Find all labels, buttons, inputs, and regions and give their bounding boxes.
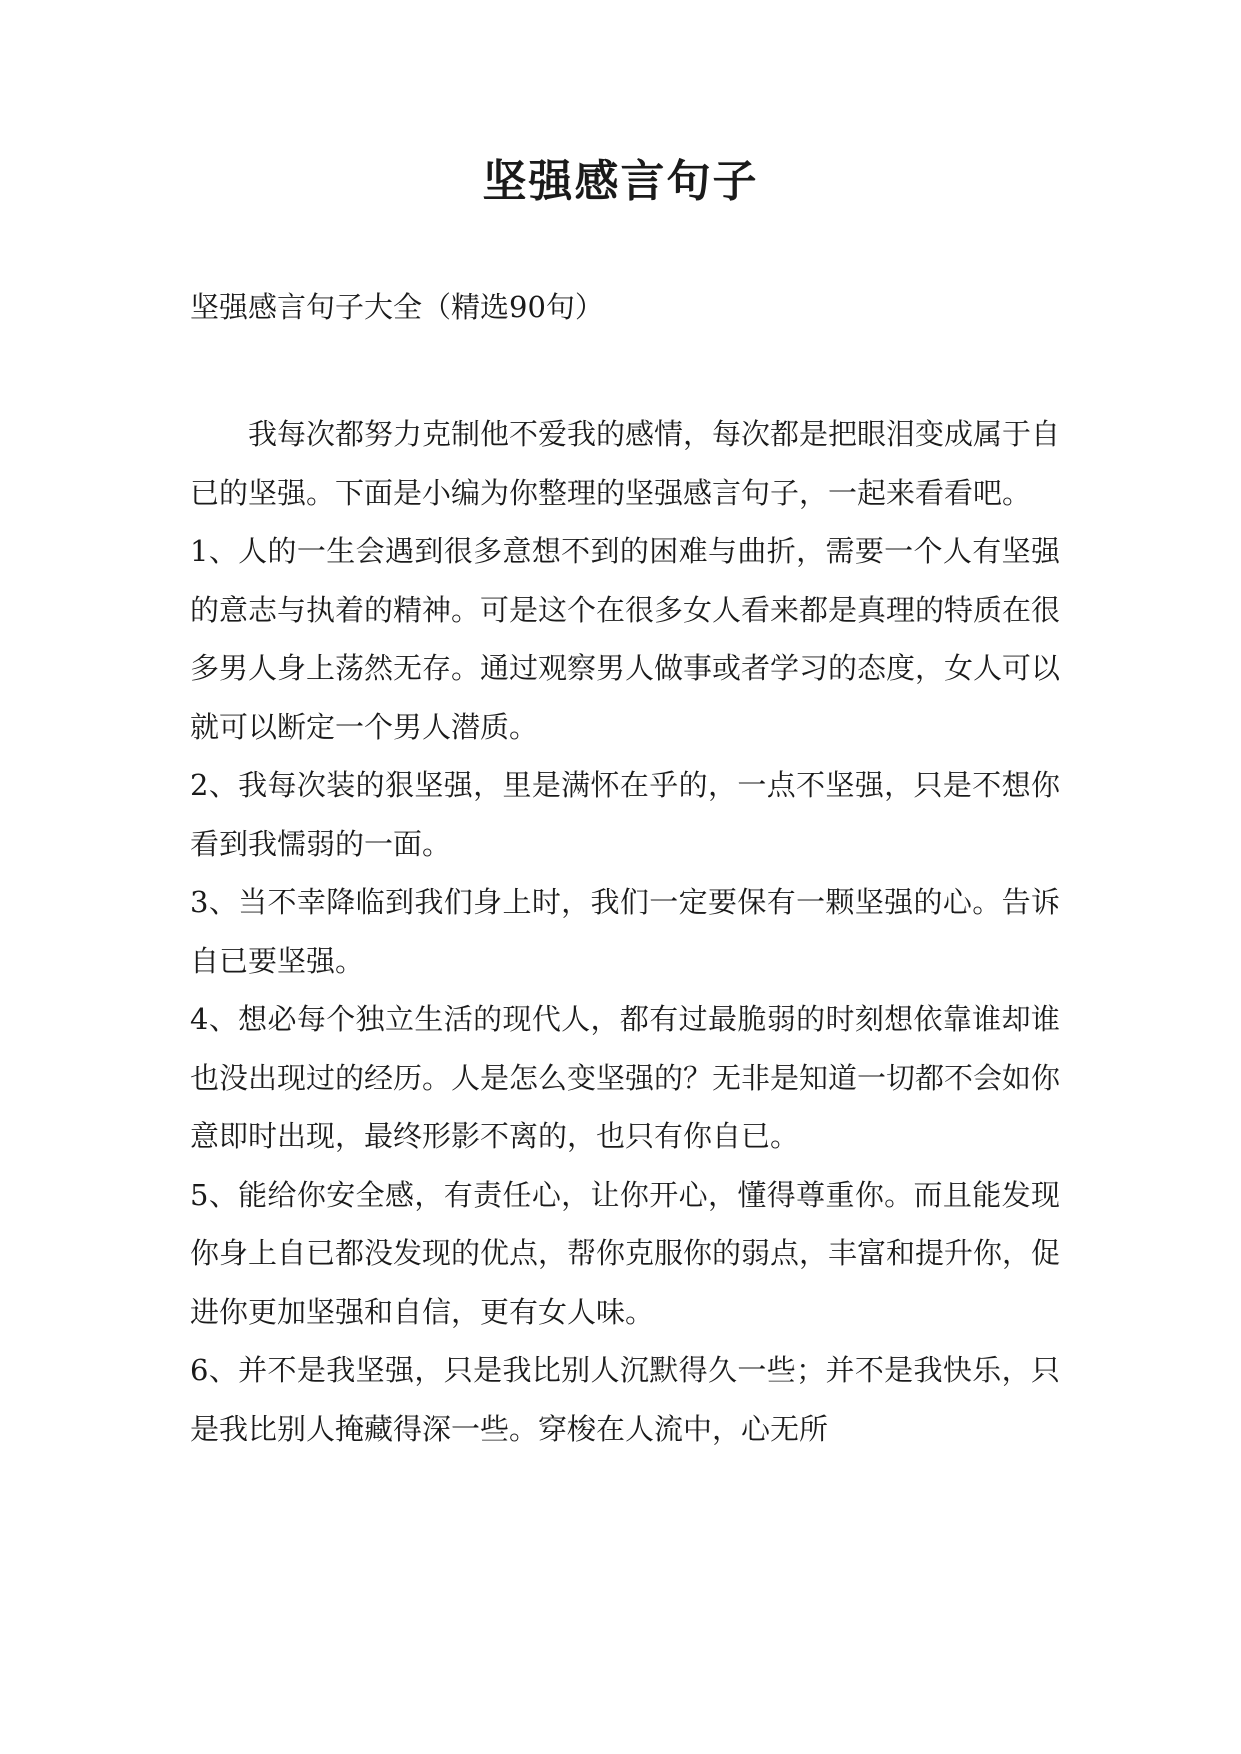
list-item: 1、人的一生会遇到很多意想不到的困难与曲折，需要一个人有坚强的意志与执着的精神。可是这个在很多女人看来都是真理的特质在很多男人身上荡然无存。通过观察男人做事或者学习的态度，女人可以就可以断定一个男人潜质。: [190, 534, 1061, 744]
list-item: 4、想必每个独立生活的现代人，都有过最脆弱的时刻想依靠谁却谁也没出现过的经历。人是怎么变坚强的？无非是知道一切都不会如你意即时出现，最终形影不离的，也只有你自已。: [190, 1002, 1061, 1153]
list-item: 6、并不是我坚强，只是我比别人沉默得久一些；并不是我快乐，只是我比别人掩藏得深一些。穿梭在人流中，心无所: [190, 1353, 1060, 1446]
list-item: 2、我每次装的狠坚强，里是满怀在乎的，一点不坚强，只是不想你看到我懦弱的一面。: [190, 768, 1060, 861]
document-subtitle: 坚强感言句子大全（精选90句）: [190, 290, 604, 324]
document-body: [190, 405, 1060, 1458]
document-title: 坚强感言句子: [482, 156, 759, 207]
list-item: 5、能给你安全感，有责任心，让你开心，懂得尊重你。而且能发现你身上自已都没发现的优点，帮你克服你的弱点，丰富和提升你，促进你更加坚强和自信，更有女人味。: [190, 1177, 1061, 1329]
intro-paragraph: 我每次都努力克制他不爱我的感情，每次都是把眼泪变成属于自已的坚强。下面是小编为你整理的坚强感言句子，一起来看看吧。: [190, 417, 1061, 510]
list-item: 3、当不幸降临到我们身上时，我们一定要保有一颗坚强的心。告诉自已要坚强。: [190, 885, 1060, 978]
